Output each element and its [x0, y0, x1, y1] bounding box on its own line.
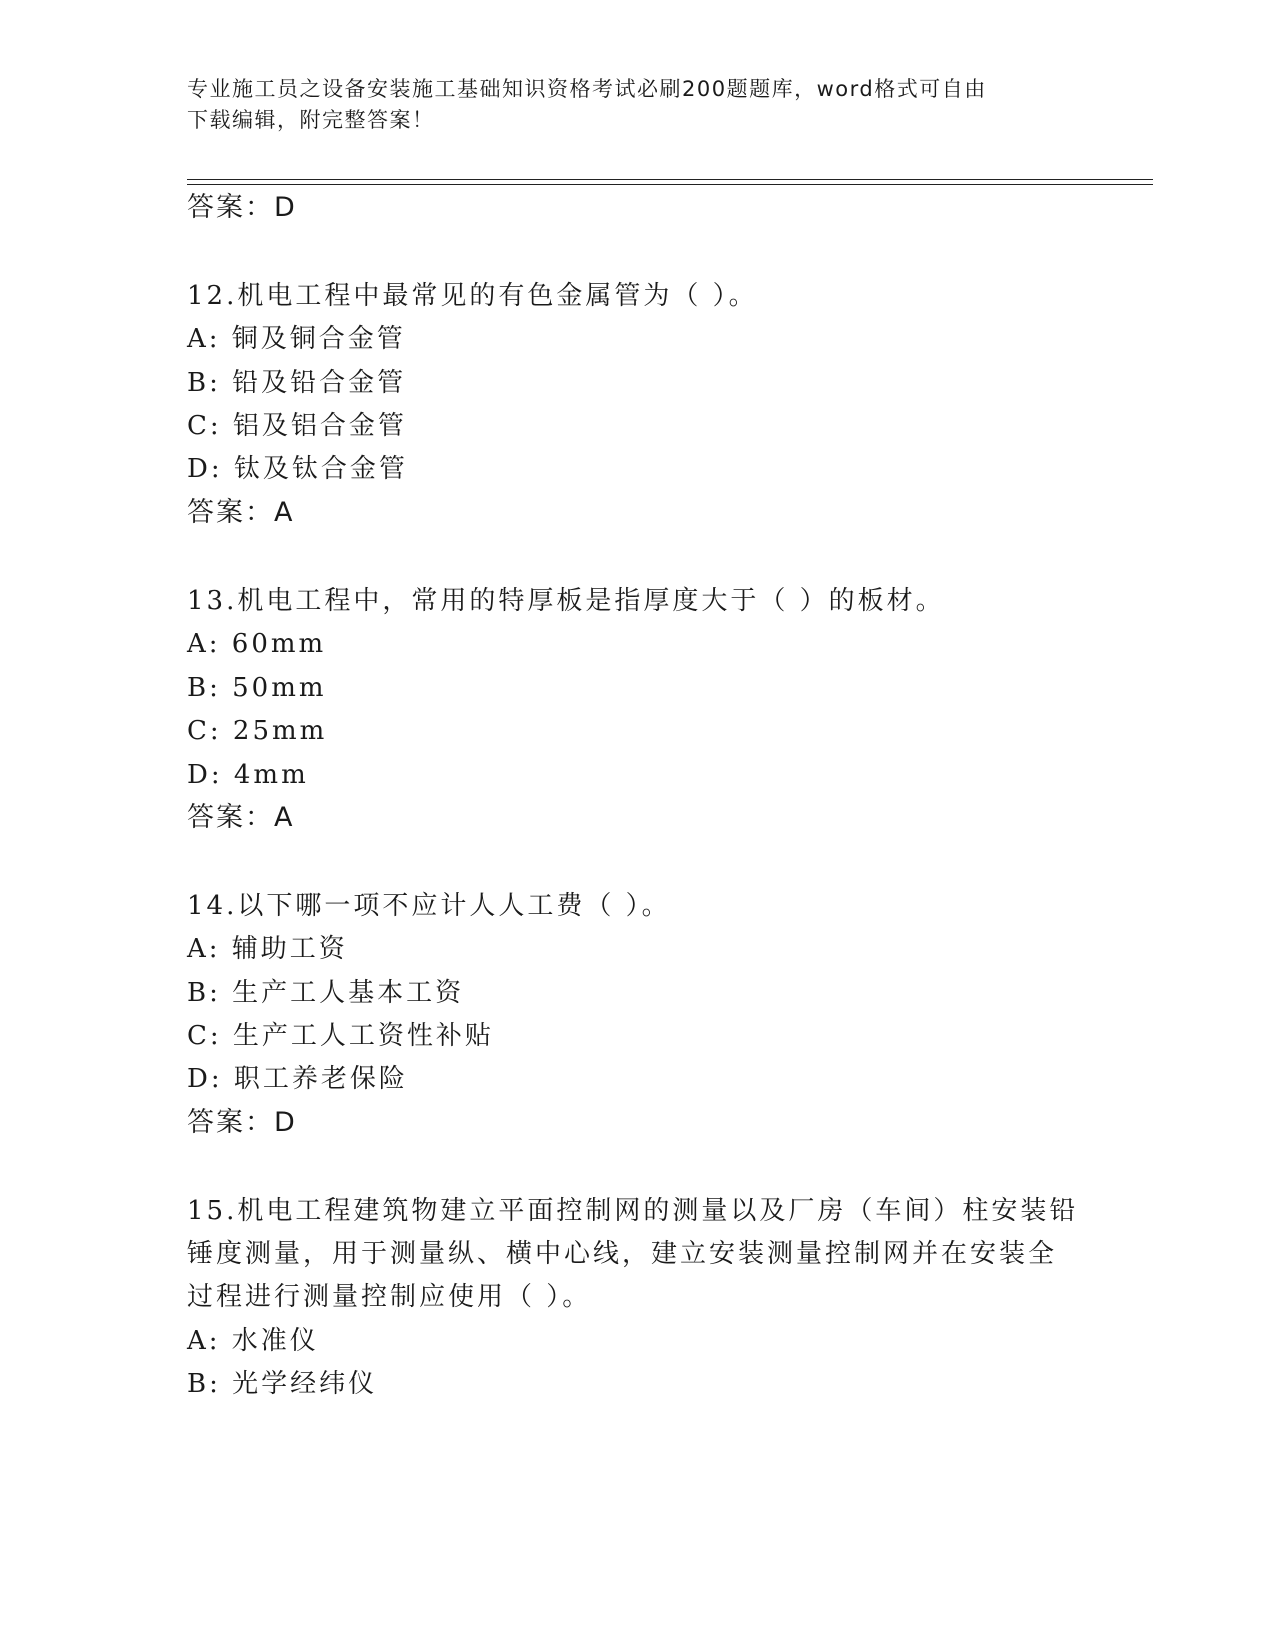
question-15-stem-line-1: 15.机电工程建筑物建立平面控制网的测量以及厂房（车间）柱安装铅 [187, 1196, 1079, 1226]
header-divider-bottom [187, 184, 1153, 185]
header-line-1: 专业施工员之设备安装施工基础知识资格考试必刷200题题库，word格式可自由 [187, 77, 987, 101]
question-15-option-b: B: 光学经纬仪 [187, 1369, 378, 1399]
question-12-option-a: A: 铜及铜合金管 [187, 324, 406, 354]
question-12-option-c: C: 铝及铝合金管 [187, 411, 407, 441]
answer-prev: 答案：D [187, 192, 297, 223]
question-15-stem-line-3: 过程进行测量控制应使用（ ）。 [187, 1282, 592, 1312]
question-13-option-d: D: 4mm [187, 760, 309, 790]
question-12-stem: 12.机电工程中最常见的有色金属管为（ ）。 [187, 281, 758, 311]
header-divider-top [187, 179, 1153, 180]
question-14-option-b: B: 生产工人基本工资 [187, 978, 465, 1008]
question-14-stem: 14.以下哪一项不应计人人工费（ ）。 [187, 891, 671, 921]
question-12-answer: 答案：A [187, 497, 295, 528]
question-13-stem: 13.机电工程中，常用的特厚板是指厚度大于（ ）的板材。 [187, 586, 945, 616]
question-13-option-a: A: 60mm [187, 629, 327, 659]
question-12-option-d: D: 钛及钛合金管 [187, 454, 408, 484]
question-13-option-b: B: 50mm [187, 673, 327, 703]
question-14-option-d: D: 职工养老保险 [187, 1064, 408, 1094]
question-13-answer: 答案：A [187, 802, 295, 833]
question-14-answer: 答案：D [187, 1107, 297, 1138]
document-header [187, 74, 1067, 136]
question-15-stem-line-2: 锤度测量，用于测量纵、横中心线，建立安装测量控制网并在安装全 [187, 1239, 1058, 1269]
header-line-2: 下载编辑，附完整答案！ [187, 108, 435, 132]
question-14-option-a: A: 辅助工资 [187, 934, 348, 964]
question-14-option-c: C: 生产工人工资性补贴 [187, 1021, 494, 1051]
question-12-option-b: B: 铅及铅合金管 [187, 368, 407, 398]
question-15-option-a: A: 水准仪 [187, 1326, 319, 1356]
question-13-option-c: C: 25mm [187, 716, 328, 746]
